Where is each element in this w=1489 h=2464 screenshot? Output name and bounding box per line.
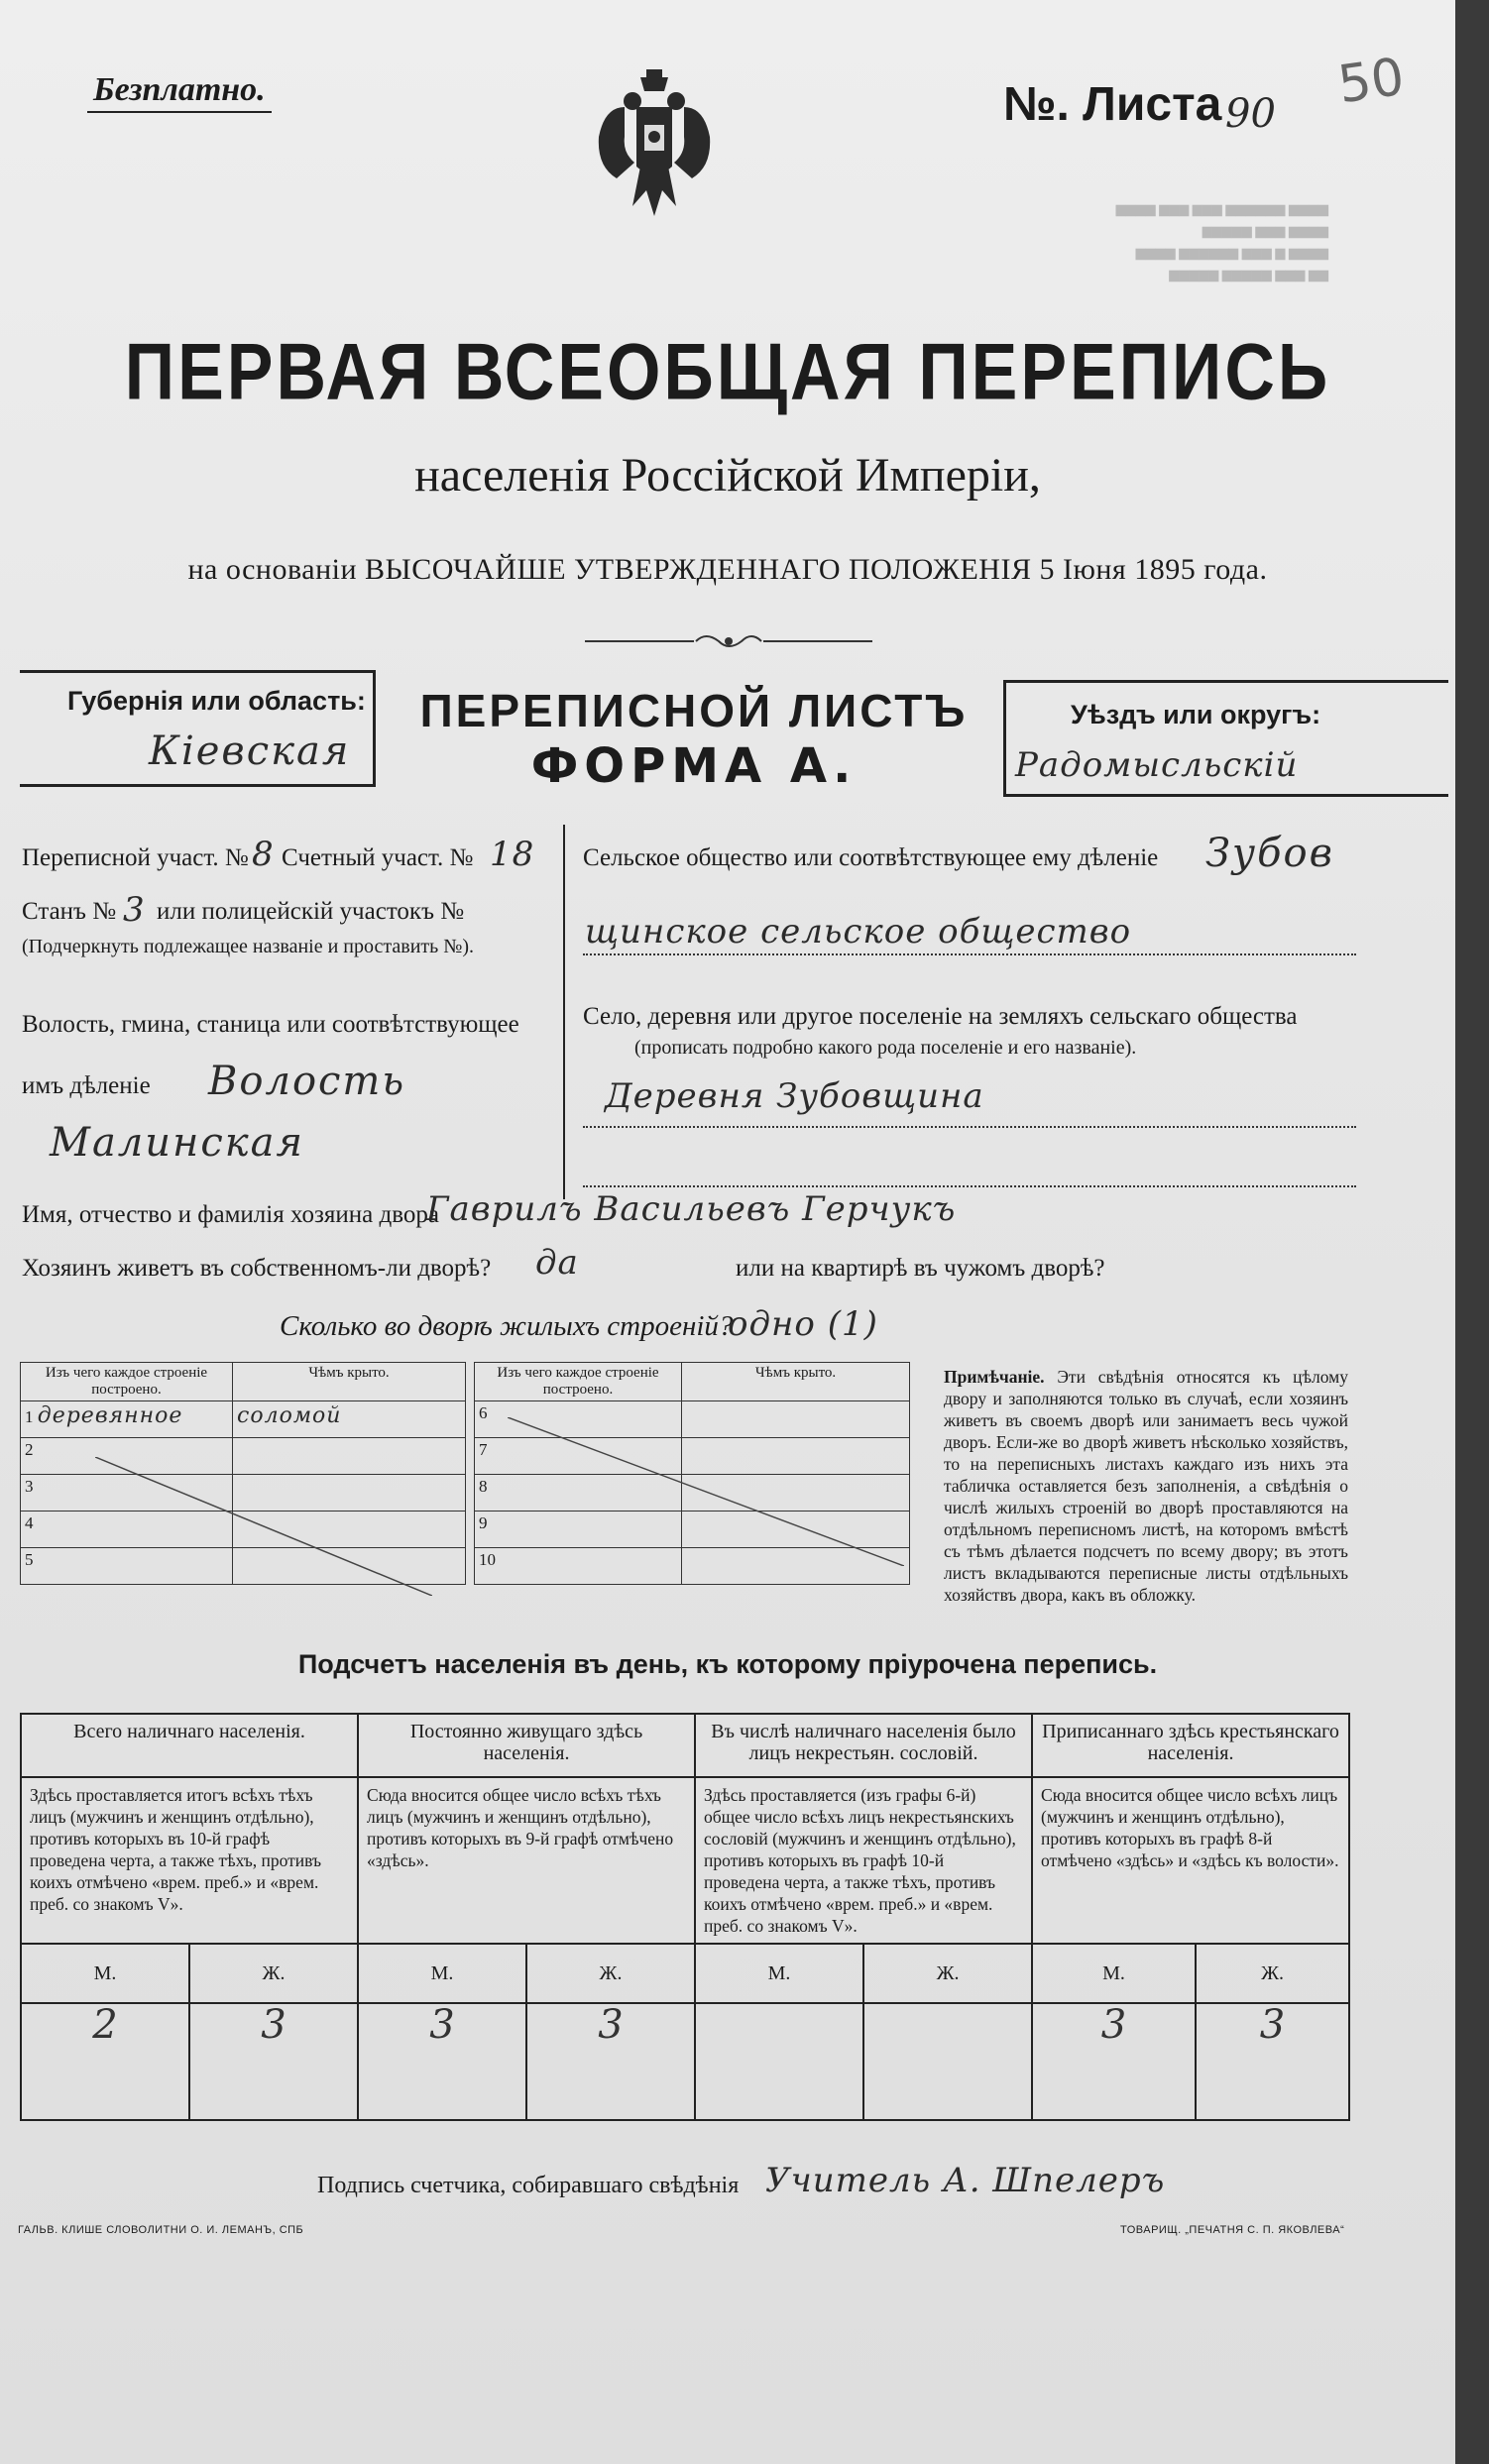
pencil-page-mark: 50 bbox=[1334, 47, 1409, 116]
row-number: 5 bbox=[21, 1548, 233, 1585]
population-caption: Подсчетъ населенія въ день, къ которому пріурочена перепись. bbox=[297, 1649, 1158, 1679]
row-number: 1 bbox=[25, 1407, 34, 1426]
building-material: деревянное bbox=[37, 1403, 183, 1428]
m-label: М. bbox=[358, 1944, 526, 2003]
strike-line-left bbox=[95, 1457, 432, 1596]
uchastok-label: Переписной участ. № bbox=[22, 844, 249, 871]
col4-female-count: 3 bbox=[1196, 2003, 1349, 2120]
volost-label-cont: имъ дѣленіе bbox=[22, 1072, 151, 1099]
col-material-header-2: Изъ чего каждое строеніе построено. bbox=[475, 1363, 682, 1401]
stan-label: Станъ № bbox=[22, 898, 117, 925]
imprint-left: ГАЛЬВ. КЛИШЕ СЛОВОЛИТНИ О. И. ЛЕМАНЪ, СПБ bbox=[18, 2224, 304, 2236]
note-title: Примѣчаніе. bbox=[944, 1367, 1045, 1387]
own-yard-value: да bbox=[535, 1243, 579, 1283]
census-subtitle: населенія Россійской Имперіи, bbox=[414, 449, 1041, 502]
village-value: Деревня Зубовщина bbox=[605, 1076, 984, 1116]
col3-male-count bbox=[695, 2003, 863, 2120]
col1-desc: Здѣсь проставляется итогъ всѣхъ тѣхъ лицъ (мужчинъ и женщинъ отдѣльно), противъ которыхъ въ 10-й графѣ проведена черта, а также тѣхъ, противъ коихъ отмѣчено «врем. преб.» и «врем. преб. со знакомъ V». bbox=[21, 1777, 358, 1944]
population-table bbox=[20, 1713, 1350, 2121]
buildings-value: одно (1) bbox=[728, 1304, 878, 1344]
owner-name-value: Гаврилъ Васильевъ Герчукъ bbox=[426, 1189, 957, 1229]
column-divider bbox=[563, 825, 565, 1199]
col1-header: Всего наличнаго населенія. bbox=[21, 1714, 358, 1777]
uchastok-value: 8 bbox=[252, 835, 275, 874]
society-value-2: щинское сельское общество bbox=[585, 912, 1132, 952]
col3-desc: Здѣсь проставляется (изъ графы 6-й) общее число всѣхъ лицъ некрестьянскихъ сословій (мужчинъ и женщинъ отдѣльно), противъ которыхъ въ графѣ 10-й проведена черта, а также тѣхъ, противъ коихъ отмѣчено «врем. преб.» и «врем. преб. со знакомъ V». bbox=[695, 1777, 1032, 1944]
note-text: Эти свѣдѣнія относятся къ цѣлому двору и заполняются только въ случаѣ, если хозяинъ живетъ въ своемъ дворѣ или занимаетъ весь чужой дворъ. Если-же во дворѣ живетъ нѣсколько хозяйствъ, то на переписныхъ листахъ каждаго изъ нихъ эта табличка оставляется безъ заполненія, а свѣдѣнія о числѣ жилыхъ строеній во дворѣ проставляются на отдѣльномъ переписномъ листѣ, на которомъ вмѣстѣ съ тѣмъ дѣлается подсчетъ по всему двору; въ этотъ листъ вкладываются переписные листы отдѣльныхъ хозяйствъ двора, какъ въ обложку. bbox=[944, 1367, 1348, 1605]
col-material-header: Изъ чего каждое строеніе построено. bbox=[21, 1363, 233, 1401]
schetny-label: Счетный участ. № bbox=[282, 844, 474, 871]
society-underline bbox=[583, 953, 1356, 955]
gubernia-label: Губернія или область: bbox=[67, 686, 366, 716]
volost-value-2: Малинская bbox=[50, 1120, 305, 1166]
gubernia-value: Кіевская bbox=[149, 728, 351, 774]
census-title: ПЕРВАЯ ВСЕОБЩАЯ ПЕРЕПИСЬ bbox=[124, 327, 1331, 416]
col1-male-count: 2 bbox=[21, 2003, 189, 2120]
table-row bbox=[21, 1401, 466, 1438]
signature-value: Учитель А. Шпелеръ bbox=[765, 2161, 1166, 2200]
col2-female-count: 3 bbox=[526, 2003, 695, 2120]
row-number: 3 bbox=[21, 1475, 233, 1512]
col3-female-count bbox=[863, 2003, 1032, 2120]
schetny-value: 18 bbox=[490, 835, 535, 874]
row-number: 6 bbox=[475, 1401, 682, 1438]
rent-label: или на квартирѣ въ чужомъ дворѣ? bbox=[736, 1255, 1105, 1282]
society-label: Сельское общество или соотвѣтствующее ему дѣленіе bbox=[583, 844, 1159, 871]
col-roof-header-2: Чѣмъ крыто. bbox=[682, 1363, 910, 1401]
form-subtitle: ФОРМА А. bbox=[530, 738, 858, 794]
society-value-1: Зубов bbox=[1205, 831, 1334, 876]
strike-line-right bbox=[508, 1417, 904, 1566]
village-label: Село, деревня или другое поселеніе на земляхъ сельскаго общества bbox=[583, 1003, 1298, 1030]
imprint-right: ТОВАРИЩ. „ПЕЧАТНЯ С. П. ЯКОВЛЕВА“ bbox=[1120, 2224, 1345, 2236]
ornament-divider bbox=[585, 629, 872, 653]
row-number: 4 bbox=[21, 1512, 233, 1548]
uezd-value: Радомысльскій bbox=[1015, 745, 1299, 785]
note-block bbox=[944, 1366, 1348, 1606]
volost-value-1: Волость bbox=[208, 1059, 406, 1104]
col2-male-count: 3 bbox=[358, 2003, 526, 2120]
m-label: М. bbox=[1032, 1944, 1196, 2003]
m-label: М. bbox=[695, 1944, 863, 2003]
row-number: 10 bbox=[475, 1548, 682, 1585]
col3-header: Въ числѣ наличнаго населенія было лицъ некрестьян. сословій. bbox=[695, 1714, 1032, 1777]
row-number: 7 bbox=[475, 1438, 682, 1475]
row-number: 2 bbox=[21, 1438, 233, 1475]
form-title: ПЕРЕПИСНОЙ ЛИСТЪ bbox=[419, 685, 969, 736]
own-yard-label: Хозяинъ живетъ въ собственномъ-ли дворѣ? bbox=[22, 1255, 492, 1282]
uezd-label: Уѣздъ или округъ: bbox=[1071, 700, 1321, 729]
f-label: Ж. bbox=[1196, 1944, 1349, 2003]
f-label: Ж. bbox=[863, 1944, 1032, 2003]
col4-desc: Сюда вносится общее число всѣхъ лицъ (мужчинъ и женщинъ отдѣльно), противъ которыхъ въ графѣ 8-й отмѣчено «здѣсь» и «здѣсь къ волости». bbox=[1032, 1777, 1349, 1944]
f-label: Ж. bbox=[189, 1944, 358, 2003]
col-roof-header: Чѣмъ крыто. bbox=[233, 1363, 466, 1401]
signature-label: Подпись счетчика, собиравшаго свѣдѣнія bbox=[317, 2173, 740, 2198]
f-label: Ж. bbox=[526, 1944, 695, 2003]
village-note: (прописать подробно какого рода поселеніе и его названіе). bbox=[634, 1037, 1137, 1059]
row-number: 9 bbox=[475, 1512, 682, 1548]
building-roof: соломой bbox=[237, 1403, 342, 1428]
col4-header: Приписаннаго здѣсь крестьянскаго населенія. bbox=[1032, 1714, 1349, 1777]
free-label: Безплатно. bbox=[87, 71, 272, 113]
volost-label: Волость, гмина, станица или соотвѣтствующее bbox=[22, 1011, 519, 1038]
stan-value: 3 bbox=[123, 890, 146, 930]
census-basis: на основаніи ВЫСОЧАЙШЕ УТВЕРЖДЕННАГО ПОЛОЖЕНІЯ 5 Іюня 1895 года. bbox=[187, 553, 1268, 586]
buildings-label: Сколько во дворѣ жилыхъ строеній? bbox=[280, 1310, 734, 1342]
village-underline-2 bbox=[583, 1185, 1356, 1187]
village-underline bbox=[583, 1126, 1356, 1128]
col2-desc: Сюда вносится общее число всѣхъ тѣхъ лицъ (мужчинъ и женщинъ отдѣльно), противъ которыхъ въ 9-й графѣ отмѣчено «здѣсь». bbox=[358, 1777, 695, 1944]
m-label: М. bbox=[21, 1944, 189, 2003]
stan-suffix: или полицейскій участокъ № bbox=[157, 898, 465, 925]
owner-name-label: Имя, отчество и фамилія хозяина двора bbox=[22, 1201, 439, 1228]
list-number-label: №. Листа bbox=[1003, 78, 1222, 131]
stan-note: (Подчеркнуть подлежащее названіе и проставить №). bbox=[22, 936, 474, 957]
list-number-value: 90 bbox=[1225, 91, 1276, 137]
col2-header: Постоянно живущаго здѣсь населенія. bbox=[358, 1714, 695, 1777]
double-headed-eagle-icon bbox=[595, 67, 714, 226]
row-number: 8 bbox=[475, 1475, 682, 1512]
col4-male-count: 3 bbox=[1032, 2003, 1196, 2120]
col1-female-count: 3 bbox=[189, 2003, 358, 2120]
show-through-text: ▆▆▆▆ ▆▆▆▆▆▆ ▆▆▆ ▆▆▆ ▆▆▆▆ ▆▆▆▆ ▆▆▆ ▆▆▆▆▆ ▆▆▆▆ ▆ ▆▆▆ ▆▆▆▆▆▆ ▆▆▆▆ ▆▆ ▆▆▆ ▆▆▆▆▆ ▆▆▆▆▆ bbox=[1115, 201, 1328, 281]
